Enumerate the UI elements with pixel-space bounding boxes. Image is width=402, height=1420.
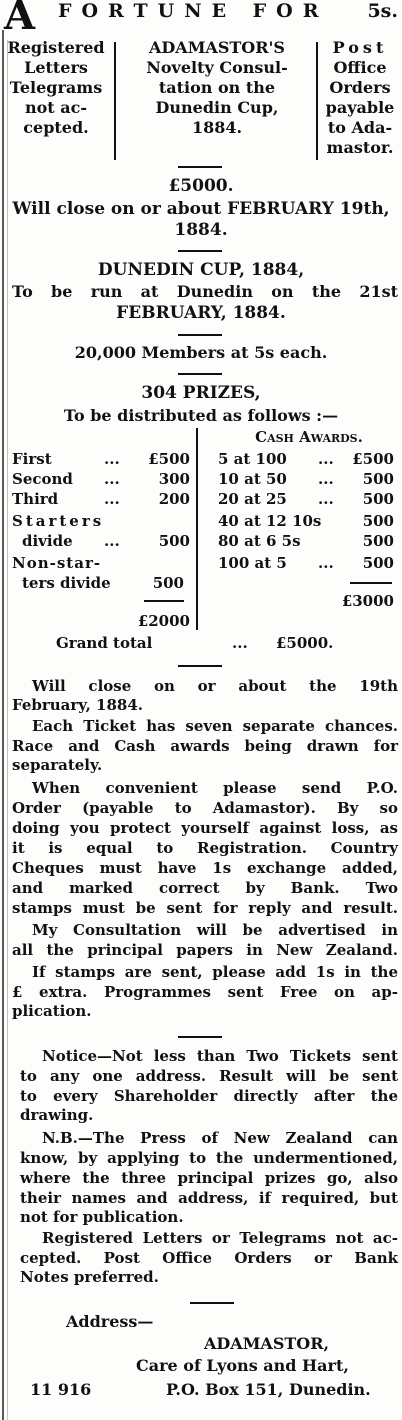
text-line: £ extra. Programmes sent Free on ap- — [12, 983, 398, 1001]
cash-award-amount: 500 — [362, 554, 394, 572]
race-award-label: Third — [12, 490, 59, 508]
cash-award-dots: ... — [318, 470, 334, 488]
text-line: separately. — [12, 756, 103, 774]
prize-pool: £5000. — [168, 176, 234, 196]
race-award-amount: 500 — [152, 574, 184, 592]
cash-award-amount: 500 — [362, 532, 394, 550]
ad-code: 11 916 — [30, 1380, 92, 1399]
notice-line: where the three principal prizes go, also — [20, 1169, 398, 1187]
header-initial: A — [4, 0, 36, 39]
race-award-label: Starters — [12, 512, 105, 530]
column-separator — [316, 42, 318, 160]
text-line: it is equal to Registration. Country — [12, 839, 398, 857]
cash-award-amount: £500 — [352, 450, 394, 468]
rule — [178, 166, 222, 168]
cash-total-rule — [350, 582, 392, 584]
address-box: P.O. Box 151, Dunedin. — [166, 1380, 371, 1399]
left-line: Telegrams — [9, 78, 103, 97]
notice-line: to every Shareholder directly after the — [20, 1087, 398, 1105]
left-line: not ac- — [24, 98, 87, 117]
rule — [178, 250, 222, 252]
notice-line: drawing. — [20, 1106, 94, 1124]
distribution-line: To be distributed as follows :— — [63, 406, 339, 425]
text-line: all the principal papers in New Zealand. — [12, 941, 398, 959]
column-rule-shadow — [7, 40, 8, 1420]
center-line: 1884. — [191, 118, 243, 137]
left-column — [4, 38, 108, 138]
cash-award-dots: ... — [318, 450, 334, 468]
left-line: cepted. — [23, 118, 89, 137]
right-line: mastor. — [326, 138, 394, 157]
right-line: Post — [332, 38, 388, 57]
race-total: £2000 — [137, 612, 190, 630]
text-line: and marked correct by Bank. Two — [12, 879, 398, 897]
cash-total: £3000 — [341, 592, 394, 610]
left-line: Letters — [24, 58, 88, 77]
cash-awards-heading: Cash Awards. — [255, 428, 363, 446]
race-award-label: divide — [22, 532, 73, 550]
race-date: FEBRUARY, 1884. — [116, 303, 286, 323]
grand-total-label: Grand total — [56, 634, 153, 652]
ad-header — [0, 0, 402, 39]
cash-award-amount: 500 — [362, 470, 394, 488]
text-line: If stamps are sent, please add 1s in the — [32, 963, 398, 981]
race-award-amount: 500 — [158, 532, 190, 550]
notice-line: cepted. Post Office Orders or Bank — [20, 1249, 398, 1267]
race-award-amount: 200 — [158, 490, 190, 508]
race-total-rule — [144, 600, 184, 602]
center-line: Dunedin Cup, — [155, 98, 279, 117]
right-line: to Ada- — [327, 118, 393, 137]
center-column — [122, 38, 312, 138]
race-award-amount: £500 — [148, 450, 190, 468]
race-award-amount: 300 — [158, 470, 190, 488]
notice-line: Notes preferred. — [20, 1268, 159, 1286]
rule — [178, 334, 222, 336]
center-line: ADAMASTOR'S — [149, 38, 285, 57]
notice-line: not for publication. — [20, 1208, 184, 1226]
race-award-dots: ... — [104, 532, 120, 550]
left-line: Registered — [7, 38, 105, 57]
race-award-label: Second — [12, 470, 73, 488]
header-title: FORTUNE FOR — [58, 0, 329, 22]
cash-award-amount: 500 — [362, 512, 394, 530]
race-award-dots: ... — [104, 450, 120, 468]
right-line: Office — [333, 58, 387, 77]
grand-total-amount: £5000. — [276, 634, 334, 652]
notice-line: to any one address. Result will be sent — [20, 1067, 398, 1085]
cash-award-spec: 5 at 100 — [218, 450, 287, 468]
center-line: tation on the — [158, 78, 276, 97]
rule — [190, 1302, 234, 1304]
cash-award-spec: 80 at 6 5s — [218, 532, 301, 550]
header-price: 5s. — [367, 0, 398, 22]
right-line: Orders — [329, 78, 391, 97]
cash-award-spec: 100 at 5 — [218, 554, 287, 572]
rule — [178, 1036, 222, 1038]
notice-line: know, by applying to the undermentioned, — [20, 1149, 398, 1167]
cash-award-spec: 20 at 25 — [218, 490, 287, 508]
grand-total-dots: ... — [232, 634, 248, 652]
text-line: When convenient please send P.O. — [32, 779, 398, 797]
race-award-dots: ... — [104, 490, 120, 508]
notice-line: N.B.—The Press of New Zealand can — [42, 1129, 398, 1147]
prizes-title: 304 PRIZES, — [141, 383, 261, 403]
text-line: February, 1884. — [12, 696, 143, 714]
race-award-label: First — [12, 450, 52, 468]
cash-award-amount: 500 — [362, 490, 394, 508]
race-award-label: Non-star- — [12, 554, 102, 572]
text-line: plication. — [12, 1002, 92, 1020]
text-line: My Consultation will be advertised in — [32, 921, 398, 939]
text-line: Cheques must have 1s exchange added, — [12, 859, 398, 877]
header-columns — [0, 38, 402, 158]
center-line: Novelty Consul- — [146, 58, 288, 77]
column-separator — [114, 42, 116, 160]
race-award-dots: ... — [104, 470, 120, 488]
text-line: Will close on or about the 19th — [32, 677, 398, 695]
text-line: Race and Cash awards being drawn for — [12, 737, 398, 755]
members-line: 20,000 Members at 5s each. — [74, 343, 328, 362]
cash-award-spec: 10 at 50 — [218, 470, 287, 488]
rule — [178, 665, 222, 667]
close-notice-line: Will close on or about FEBRUARY 19th, — [12, 199, 390, 219]
text-line: stamps must be sent for reply and result. — [12, 899, 398, 917]
race-line: To be run at Dunedin on the 21st — [12, 282, 398, 301]
notice-line: Registered Letters or Telegrams not ac- — [42, 1229, 398, 1247]
right-column — [320, 38, 400, 158]
address-care: Care of Lyons and Hart, — [136, 1356, 349, 1375]
notice-line: their names and address, if required, but — [20, 1189, 398, 1207]
cash-award-spec: 40 at 12 10s — [218, 512, 322, 530]
text-line: Order (payable to Adamastor). By so — [12, 799, 398, 817]
cash-award-dots: ... — [318, 554, 334, 572]
address-name: ADAMASTOR, — [204, 1334, 330, 1353]
race-award-label: ters divide — [22, 574, 111, 592]
close-notice-year: 1884. — [174, 220, 228, 240]
address-label: Address— — [66, 1312, 154, 1331]
text-line: doing you protect yourself against loss, as — [12, 819, 398, 837]
prize-table-separator — [196, 428, 198, 630]
cash-award-dots: ... — [318, 490, 334, 508]
text-line: Each Ticket has seven separate chances. — [32, 717, 398, 735]
race-title: DUNEDIN CUP, 1884, — [97, 260, 305, 280]
notice-line: Notice—Not less than Two Tickets sent — [42, 1047, 398, 1065]
rule — [178, 373, 222, 375]
right-line: payable — [325, 98, 395, 117]
